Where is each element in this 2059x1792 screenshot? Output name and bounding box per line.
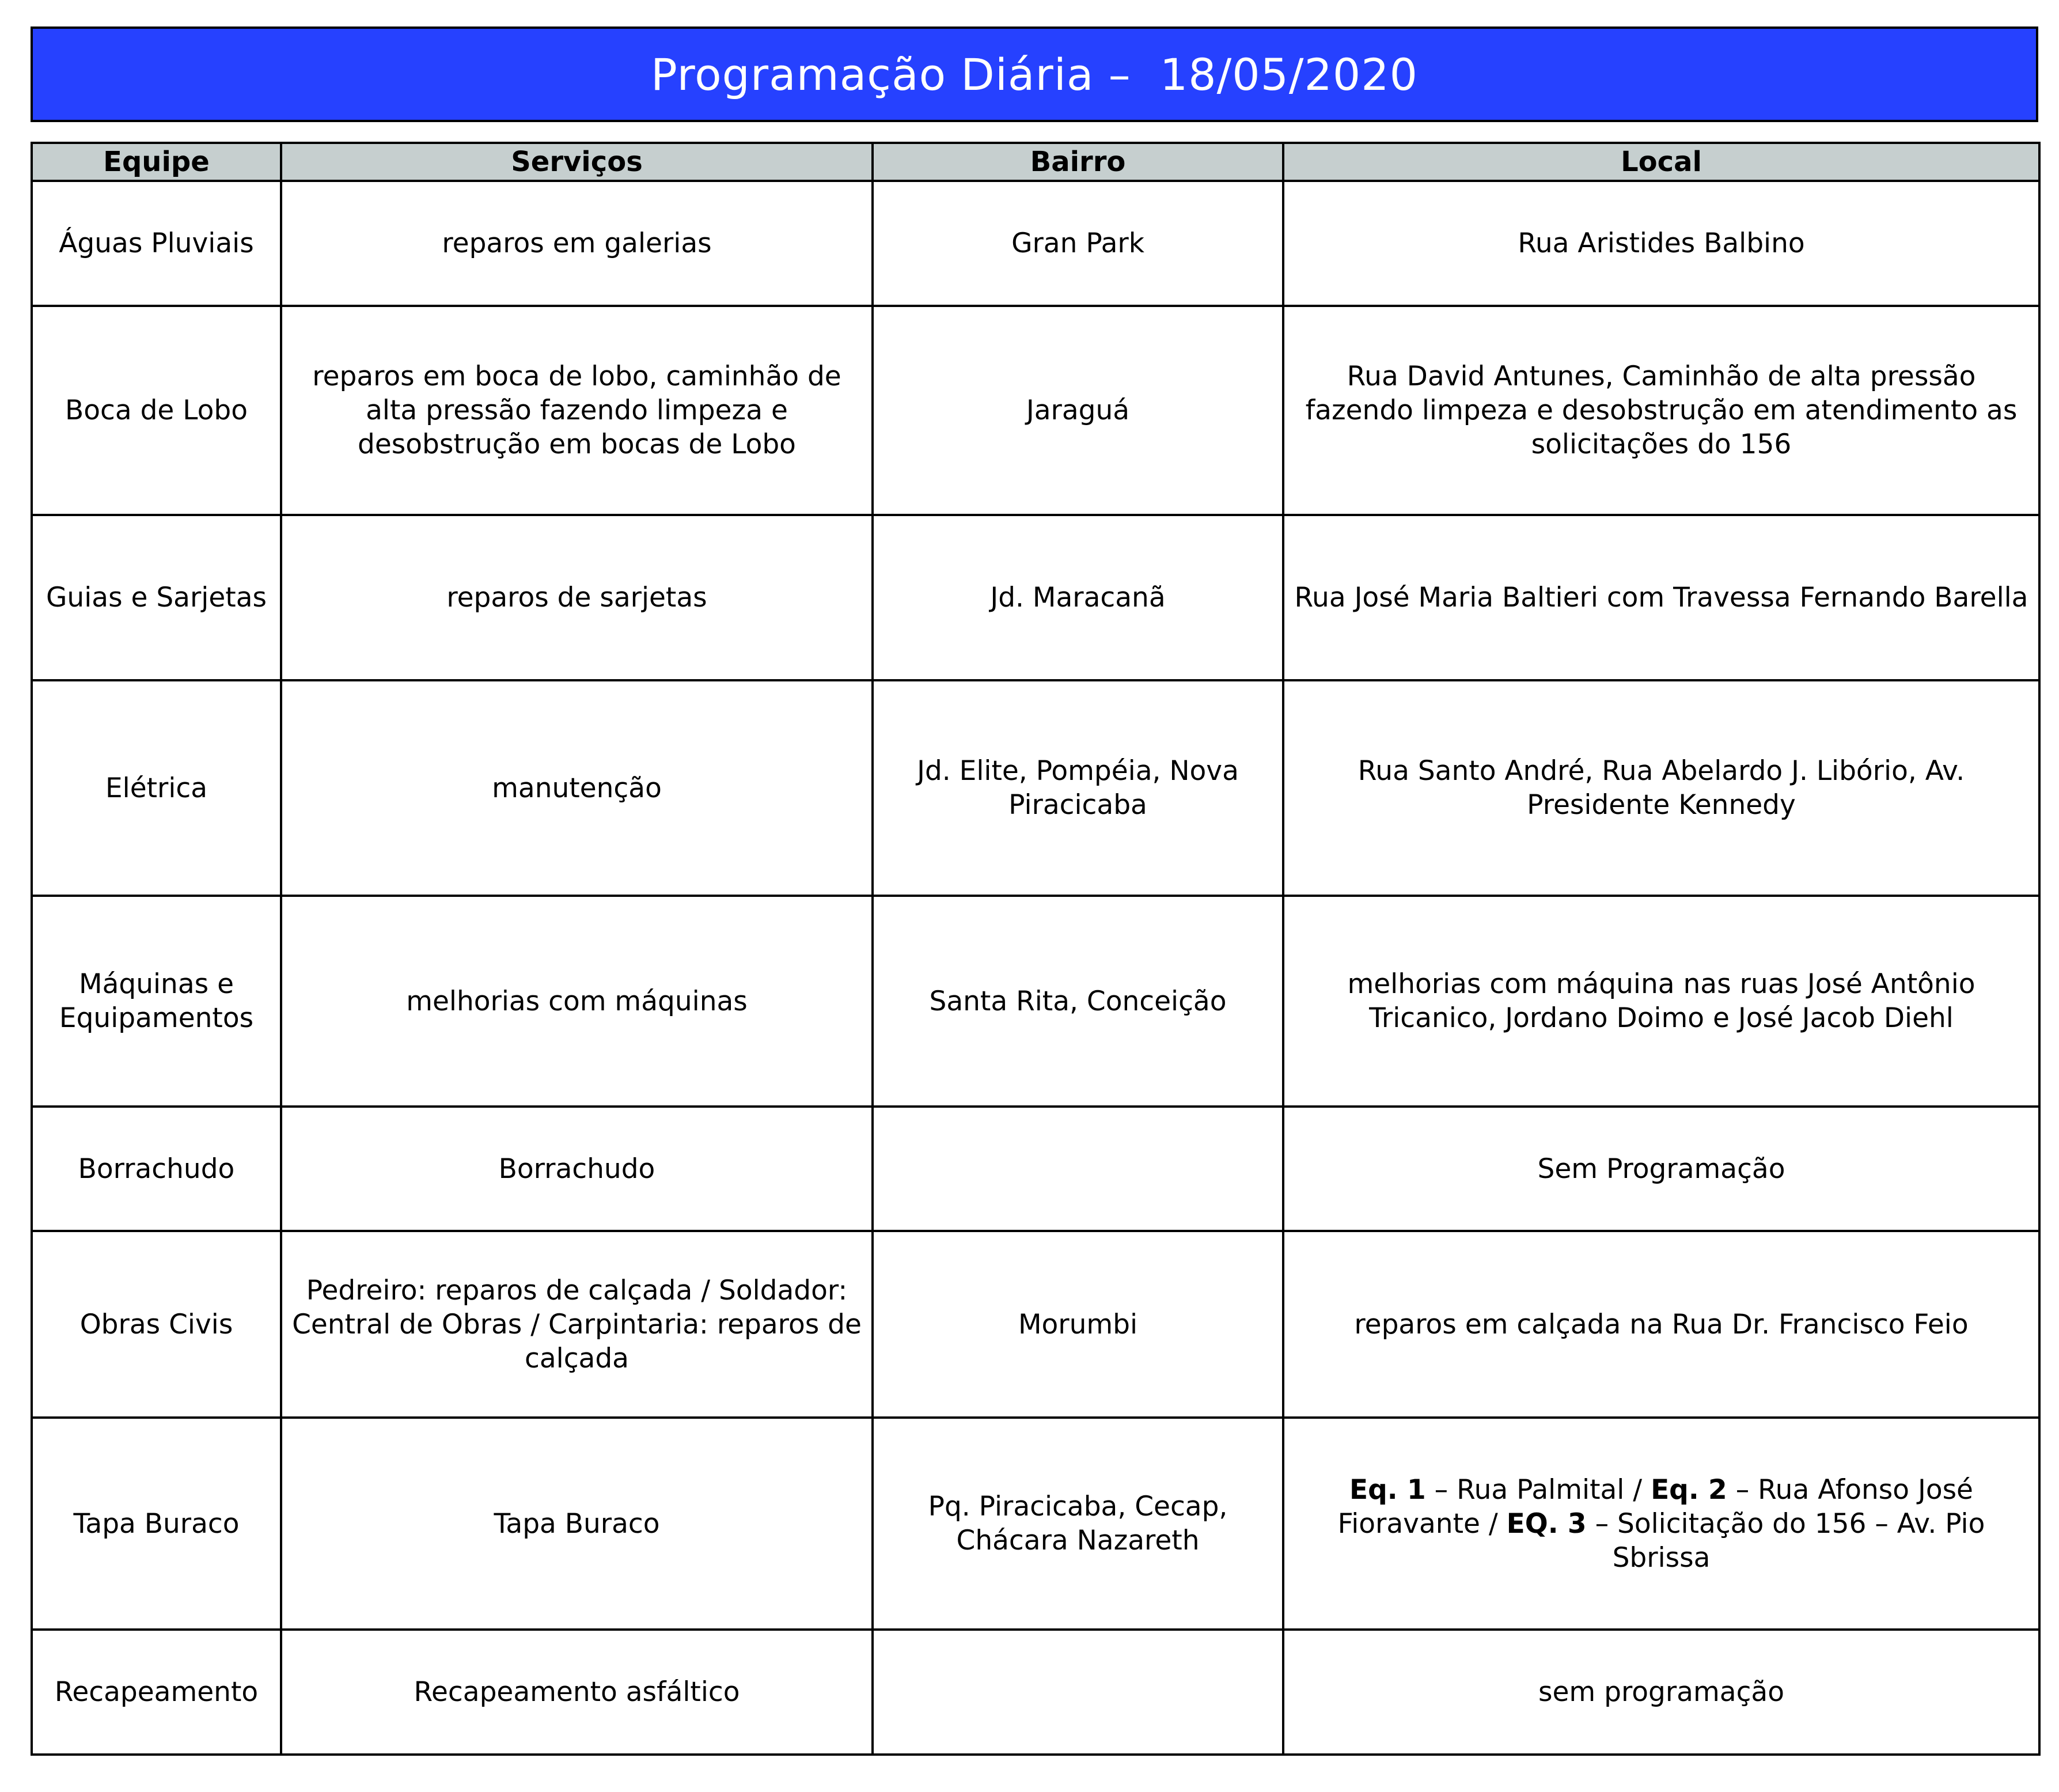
header-servicos: Serviços — [281, 143, 873, 181]
table-row — [32, 181, 2039, 306]
cell-bairro: Jd. Elite, Pompéia, Nova Piracicaba — [873, 680, 1283, 896]
table-row — [32, 306, 2039, 515]
table-row — [32, 1107, 2039, 1231]
cell-local: Rua David Antunes, Caminhão de alta pressão fazendo limpeza e desobstrução em atendimento as solicitações do 156 — [1283, 306, 2039, 515]
cell-equipe: Guias e Sarjetas — [32, 515, 281, 680]
cell-servicos: Pedreiro: reparos de calçada / Soldador: Central de Obras / Carpintaria: reparos de calçada — [281, 1231, 873, 1418]
cell-local: reparos em calçada na Rua Dr. Francisco Feio — [1283, 1231, 2039, 1418]
cell-bairro — [873, 1630, 1283, 1755]
cell-local: sem programação — [1283, 1630, 2039, 1755]
cell-equipe: Obras Civis — [32, 1231, 281, 1418]
cell-local: Rua José Maria Baltieri com Travessa Fernando Barella — [1283, 515, 2039, 680]
eq2-label: Eq. 2 — [1651, 1473, 1727, 1506]
cell-servicos: melhorias com máquinas — [281, 896, 873, 1107]
eq3-label: EQ. 3 — [1506, 1507, 1587, 1540]
header-equipe: Equipe — [32, 143, 281, 181]
cell-bairro: Santa Rita, Conceição — [873, 896, 1283, 1107]
eq3-text: – Solicitação do 156 – Av. Pio Sbrissa — [1586, 1507, 1985, 1574]
cell-bairro: Gran Park — [873, 181, 1283, 306]
table-row — [32, 680, 2039, 896]
cell-servicos: reparos em galerias — [281, 181, 873, 306]
cell-equipe: Recapeamento — [32, 1630, 281, 1755]
cell-servicos: reparos de sarjetas — [281, 515, 873, 680]
cell-bairro — [873, 1107, 1283, 1231]
cell-bairro: Jd. Maracanã — [873, 515, 1283, 680]
cell-local: Rua Aristides Balbino — [1283, 181, 2039, 306]
cell-servicos: Recapeamento asfáltico — [281, 1630, 873, 1755]
cell-local: melhorias com máquina nas ruas José Antônio Tricanico, Jordano Doimo e José Jacob Diehl — [1283, 896, 2039, 1107]
cell-equipe: Máquinas e Equipamentos — [32, 896, 281, 1107]
cell-local: Rua Santo André, Rua Abelardo J. Libório, Av. Presidente Kennedy — [1283, 680, 2039, 896]
cell-local — [1283, 1418, 2039, 1630]
table-row — [32, 1418, 2039, 1630]
table-row — [32, 515, 2039, 680]
table-row — [32, 1630, 2039, 1755]
header-bairro: Bairro — [873, 143, 1283, 181]
cell-equipe: Borrachudo — [32, 1107, 281, 1231]
cell-equipe: Elétrica — [32, 680, 281, 896]
title-bar — [31, 26, 2038, 122]
cell-bairro: Jaraguá — [873, 306, 1283, 515]
cell-equipe: Águas Pluviais — [32, 181, 281, 306]
cell-bairro: Pq. Piracicaba, Cecap, Chácara Nazareth — [873, 1418, 1283, 1630]
table-row — [32, 1231, 2039, 1418]
table-header-row — [32, 143, 2039, 181]
schedule-table — [31, 142, 2041, 1756]
cell-local: Sem Programação — [1283, 1107, 2039, 1231]
page-title: Programação Diária – 18/05/2020 — [651, 48, 1418, 100]
cell-bairro: Morumbi — [873, 1231, 1283, 1418]
cell-servicos: Borrachudo — [281, 1107, 873, 1231]
eq2-text: – Rua Afonso José Fioravante / — [1337, 1473, 1973, 1540]
eq1-text: – Rua Palmital / — [1425, 1473, 1651, 1506]
eq1-label: Eq. 1 — [1349, 1473, 1426, 1506]
cell-equipe: Boca de Lobo — [32, 306, 281, 515]
cell-servicos: reparos em boca de lobo, caminhão de alta pressão fazendo limpeza e desobstrução em bocas de Lobo — [281, 306, 873, 515]
cell-equipe: Tapa Buraco — [32, 1418, 281, 1630]
table-row — [32, 896, 2039, 1107]
header-local: Local — [1283, 143, 2039, 181]
cell-servicos: manutenção — [281, 680, 873, 896]
cell-servicos: Tapa Buraco — [281, 1418, 873, 1630]
